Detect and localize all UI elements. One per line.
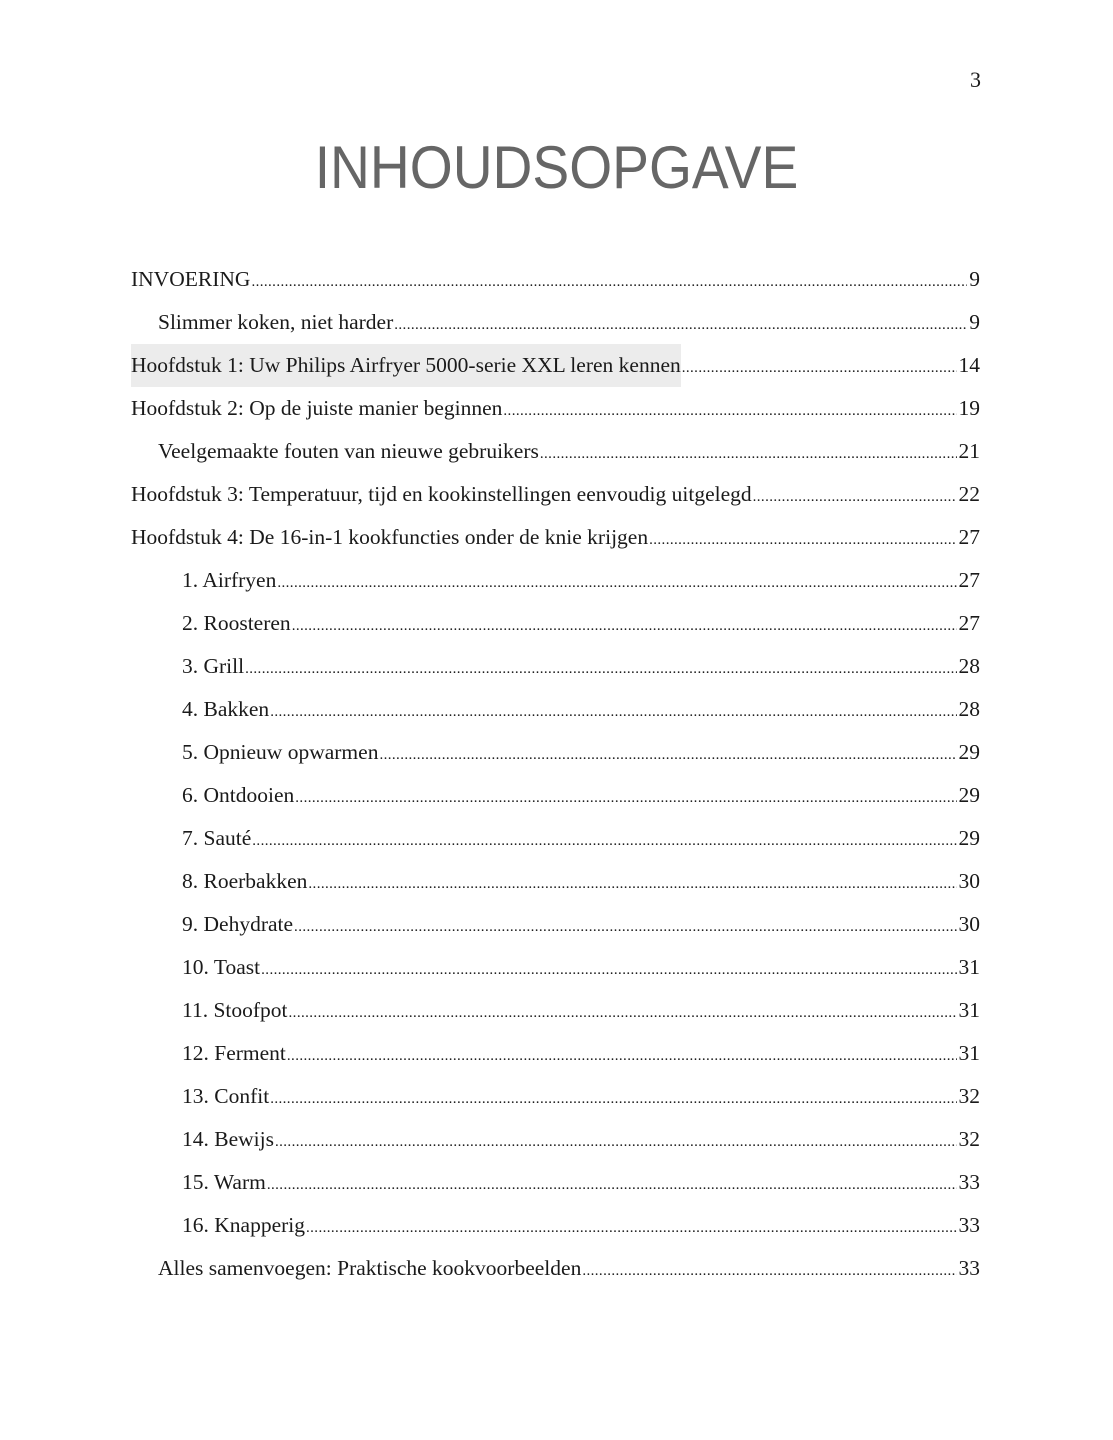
toc-entry-label: 12. Ferment <box>182 1041 286 1065</box>
toc-entry-label: 6. Ontdooien <box>182 783 295 807</box>
toc-entry[interactable] <box>131 774 980 817</box>
toc-entry-page-number: 33 <box>958 1213 980 1237</box>
toc-dot-leader <box>582 1247 956 1290</box>
toc-entry-label: 9. Dehydrate <box>182 912 294 936</box>
toc-entry-page-number: 27 <box>958 525 980 549</box>
toc-entry[interactable] <box>131 387 980 430</box>
toc-entry[interactable] <box>131 344 980 387</box>
toc-title: INHOUDSOPGAVE <box>314 134 799 201</box>
toc-entry-label: Hoofdstuk 4: De 16-in-1 kookfuncties onder de knie krijgen <box>131 525 649 549</box>
toc-entry[interactable] <box>131 817 980 860</box>
toc-entry-page-number: 33 <box>958 1256 980 1280</box>
toc-entry-label: Slimmer koken, niet harder <box>158 310 394 334</box>
toc-dot-leader <box>270 688 956 731</box>
toc-entry-page-number: 30 <box>958 912 980 936</box>
toc-entry-label: 4. Bakken <box>182 697 270 721</box>
toc-entry[interactable] <box>131 1032 980 1075</box>
toc-entry[interactable] <box>131 301 980 344</box>
toc-entry-label: 16. Knapperig <box>182 1213 305 1237</box>
toc-entry[interactable] <box>131 1247 980 1290</box>
toc-entry[interactable] <box>131 473 980 516</box>
toc-entry[interactable] <box>131 559 980 602</box>
toc-entry-label: Hoofdstuk 3: Temperatuur, tijd en kookinstellingen eenvoudig uitgelegd <box>131 482 752 506</box>
toc-dot-leader <box>295 774 956 817</box>
toc-dot-leader <box>503 387 956 430</box>
toc-entry-page-number: 27 <box>958 611 980 635</box>
toc-entry-label: 11. Stoofpot <box>182 998 288 1022</box>
toc-entry-page-number: 29 <box>958 740 980 764</box>
toc-entry-label: Hoofdstuk 2: Op de juiste manier beginnen <box>131 396 503 420</box>
toc-entry-page-number: 31 <box>958 955 980 979</box>
toc-entry-page-number: 22 <box>958 482 980 506</box>
toc-entry-page-number: 32 <box>958 1127 980 1151</box>
toc-entry[interactable] <box>131 645 980 688</box>
toc-dot-leader <box>289 989 957 1032</box>
toc-entry-label: Hoofdstuk 1: Uw Philips Airfryer 5000-serie XXL leren kennen <box>131 344 681 387</box>
toc-entry[interactable] <box>131 731 980 774</box>
toc-entry-page-number: 28 <box>958 654 980 678</box>
toc-dot-leader <box>287 1032 957 1075</box>
toc-entry[interactable] <box>131 860 980 903</box>
toc-entry-label: 3. Grill <box>182 654 245 678</box>
toc-dot-leader <box>294 903 956 946</box>
toc-entry-page-number: 31 <box>958 1041 980 1065</box>
toc-entry[interactable] <box>131 516 980 559</box>
toc-dot-leader <box>277 559 956 602</box>
toc-entry-label: 8. Roerbakken <box>182 869 308 893</box>
toc-dot-leader <box>252 817 956 860</box>
toc-entry-page-number: 29 <box>958 783 980 807</box>
toc-dot-leader <box>270 1075 956 1118</box>
toc-entry-label: 5. Opnieuw opwarmen <box>182 740 379 764</box>
toc-entry-label: Alles samenvoegen: Praktische kookvoorbeelden <box>158 1256 582 1280</box>
toc-entry-page-number: 31 <box>958 998 980 1022</box>
toc-entry-page-number: 9 <box>969 267 980 291</box>
toc-entry[interactable] <box>131 989 980 1032</box>
table-of-contents <box>131 258 980 1290</box>
toc-entry[interactable] <box>131 688 980 731</box>
toc-entry-label: 14. Bewijs <box>182 1127 274 1151</box>
toc-dot-leader <box>267 1161 957 1204</box>
toc-entry-label: 15. Warm <box>182 1170 266 1194</box>
toc-entry-page-number: 27 <box>958 568 980 592</box>
toc-entry-page-number: 29 <box>958 826 980 850</box>
toc-entry[interactable] <box>131 903 980 946</box>
toc-entry-label: 7. Sauté <box>182 826 252 850</box>
toc-dot-leader <box>245 645 956 688</box>
toc-entry-page-number: 32 <box>958 1084 980 1108</box>
toc-dot-leader <box>540 430 957 473</box>
toc-dot-leader <box>682 344 957 387</box>
toc-dot-leader <box>251 258 967 301</box>
toc-entry[interactable] <box>131 1204 980 1247</box>
toc-entry-label: 10. Toast <box>182 955 261 979</box>
toc-entry-page-number: 28 <box>958 697 980 721</box>
toc-dot-leader <box>275 1118 957 1161</box>
toc-dot-leader <box>306 1204 957 1247</box>
toc-dot-leader <box>379 731 956 774</box>
toc-entry-page-number: 9 <box>969 310 980 334</box>
toc-dot-leader <box>394 301 967 344</box>
toc-entry-page-number: 21 <box>958 439 980 463</box>
toc-entry[interactable] <box>131 430 980 473</box>
toc-entry-label: 1. Airfryen <box>182 568 277 592</box>
page-number: 3 <box>970 67 981 92</box>
toc-entry[interactable] <box>131 258 980 301</box>
toc-dot-leader <box>308 860 956 903</box>
toc-entry-label: 2. Roosteren <box>182 611 291 635</box>
toc-entry-label: 13. Confit <box>182 1084 270 1108</box>
toc-entry-page-number: 19 <box>958 396 980 420</box>
toc-entry[interactable] <box>131 946 980 989</box>
toc-entry[interactable] <box>131 1118 980 1161</box>
toc-entry-label: Veelgemaakte fouten van nieuwe gebruikers <box>158 439 539 463</box>
toc-entry-label: INVOERING <box>131 267 251 291</box>
toc-dot-leader <box>649 516 956 559</box>
toc-dot-leader <box>292 602 957 645</box>
toc-entry-page-number: 30 <box>958 869 980 893</box>
toc-entry[interactable] <box>131 1161 980 1204</box>
toc-entry[interactable] <box>131 1075 980 1118</box>
toc-dot-leader <box>753 473 957 516</box>
toc-entry[interactable] <box>131 602 980 645</box>
toc-entry-page-number: 33 <box>958 1170 980 1194</box>
toc-dot-leader <box>261 946 956 989</box>
toc-entry-page-number: 14 <box>958 353 980 377</box>
